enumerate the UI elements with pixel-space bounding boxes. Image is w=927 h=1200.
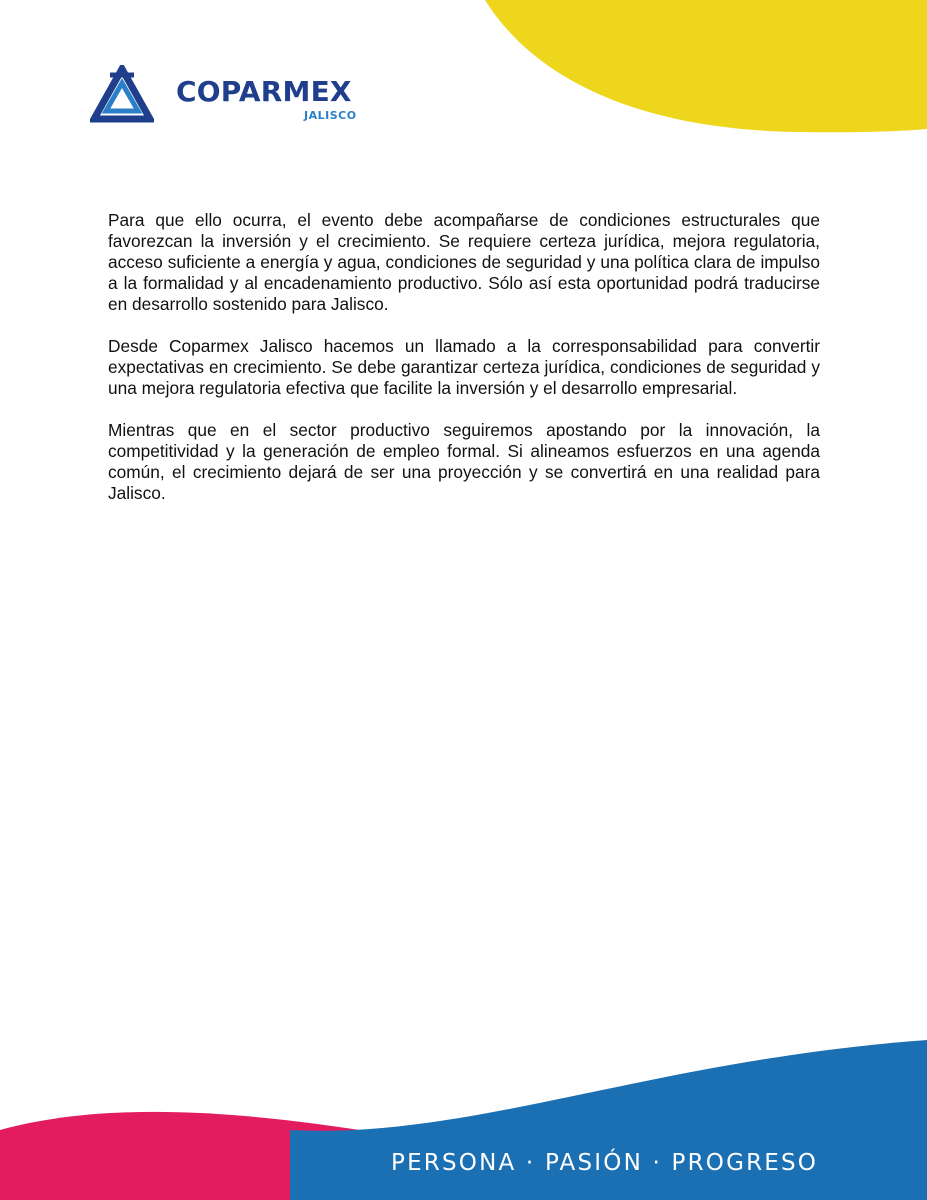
letter-body [108, 210, 820, 525]
paragraph-2: Desde Coparmex Jalisco hacemos un llamado a la corresponsabilidad para convertir expectativas en crecimiento. Se debe garantizar certeza jurídica, condiciones de seguridad y una mejora regulatoria efectiva que facilite la inversión y el desarrollo empresarial. [108, 336, 820, 398]
coparmex-logo-mark-icon [90, 65, 154, 123]
footer-slogan: PERSONA · PASIÓN · PROGRESO [391, 1150, 819, 1176]
paragraph-3: Mientras que en el sector productivo seguiremos apostando por la innovación, la competitividad y la generación de empleo formal. Si alineamos esfuerzos en una agenda común, el crecimiento dejará de ser una proyección y se convertirá en una realidad para Jalisco. [108, 420, 820, 503]
brand-name: COPARMEX [176, 75, 352, 108]
coparmex-logo [90, 65, 370, 125]
yellow-wave-shape [485, 0, 927, 132]
brand-subtitle: JALISCO [304, 109, 357, 122]
paragraph-1: Para que ello ocurra, el evento debe acompañarse de condiciones estructurales que favorezcan la inversión y el crecimiento. Se requiere certeza jurídica, mejora regulatoria, acceso suficiente a energía y agua, condiciones de seguridad y una política clara de impulso a la formalidad y al encadenamiento productivo. Sólo así esta oportunidad podrá traducirse en desarrollo sostenido para Jalisco. [108, 210, 820, 314]
